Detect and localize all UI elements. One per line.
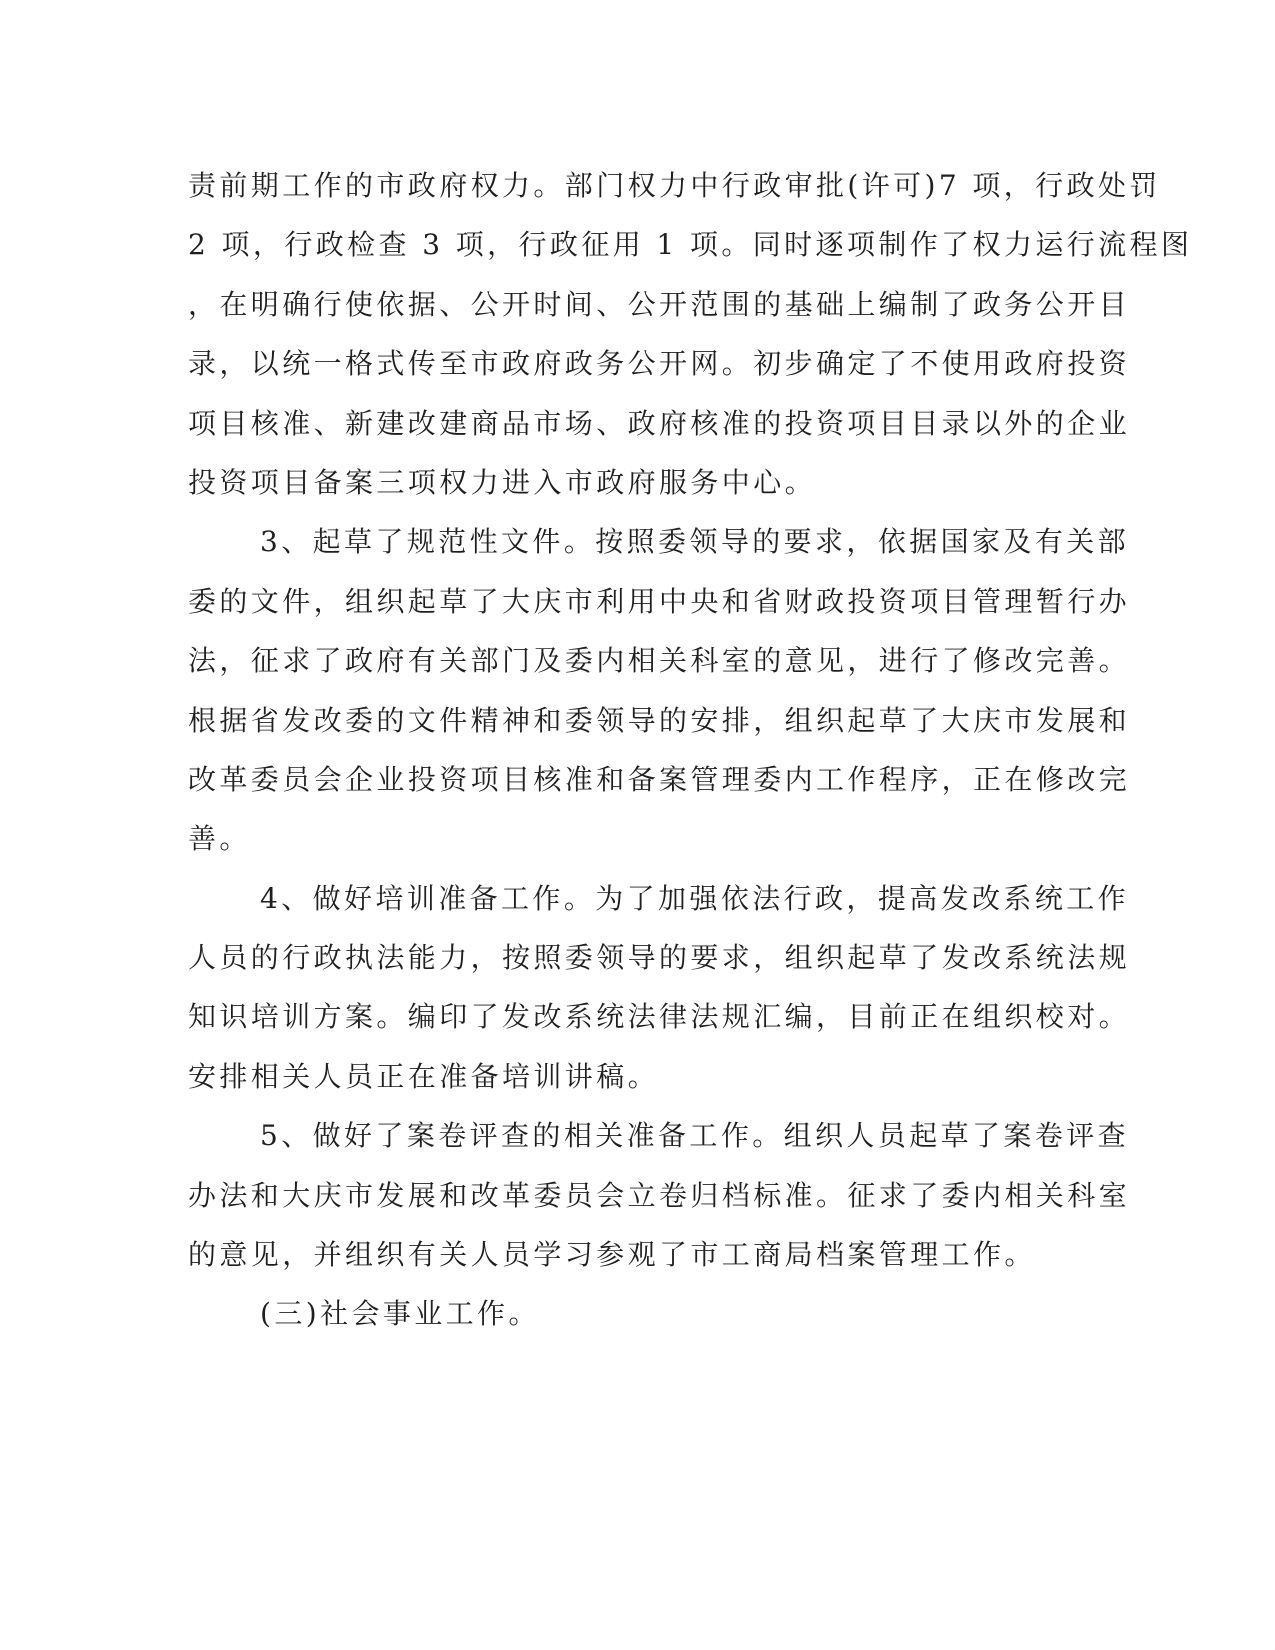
text-line: 责前期工作的市政府权力。部门权力中行政审批(许可)7 项，行政处罚 [188,169,1161,202]
text-line: 善。 [188,822,251,856]
text-line: 委的文件，组织起草了大庆市利用中央和省财政投资项目管理暂行办 [188,584,1131,618]
text-line: 办法和大庆市发展和改革委员会立卷归档标准。征求了委内相关科室 [188,1178,1131,1212]
text-line: 法，征求了政府有关部门及委内相关科室的意见，进行了修改完善。 [188,644,1131,678]
paragraph-start-line: 3、起草了规范性文件。按照委领导的要求，依据国家及有关部 [260,525,1130,559]
document-body [188,156,1193,1344]
section-heading-line: (三)社会事业工作。 [260,1297,540,1331]
text-line: 项目核准、新建改建商品市场、政府核准的投资项目目录以外的企业 [188,406,1131,440]
text-line: 的意见，并组织有关人员学习参观了市工商局档案管理工作。 [188,1238,1036,1272]
text-line: ，在明确行使依据、公开时间、公开范围的基础上编制了政务公开目 [188,287,1131,321]
text-line: 根据省发改委的文件精神和委领导的安排，组织起草了大庆市发展和 [188,703,1131,737]
paragraph-start-line: 5、做好了案卷评查的相关准备工作。组织人员起草了案卷评查 [260,1119,1130,1153]
text-line: 知识培训方案。编印了发改系统法律法规汇编，目前正在组织校对。 [188,1000,1131,1034]
text-line: 2 项，行政检查 3 项，行政征用 1 项。同时逐项制作了权力运行流程图 [188,228,1193,262]
text-line: 录，以统一格式传至市政府政务公开网。初步确定了不使用政府投资 [188,347,1131,381]
paragraph-start-line: 4、做好培训准备工作。为了加强依法行政，提高发改系统工作 [260,881,1130,915]
text-line: 安排相关人员正在准备培训讲稿。 [188,1059,660,1093]
text-line: 人员的行政执法能力，按照委领导的要求，组织起草了发改系统法规 [188,941,1131,975]
text-line: 改革委员会企业投资项目核准和备案管理委内工作程序，正在修改完 [188,762,1131,796]
text-line: 投资项目备案三项权力进入市政府服务中心。 [188,465,817,499]
